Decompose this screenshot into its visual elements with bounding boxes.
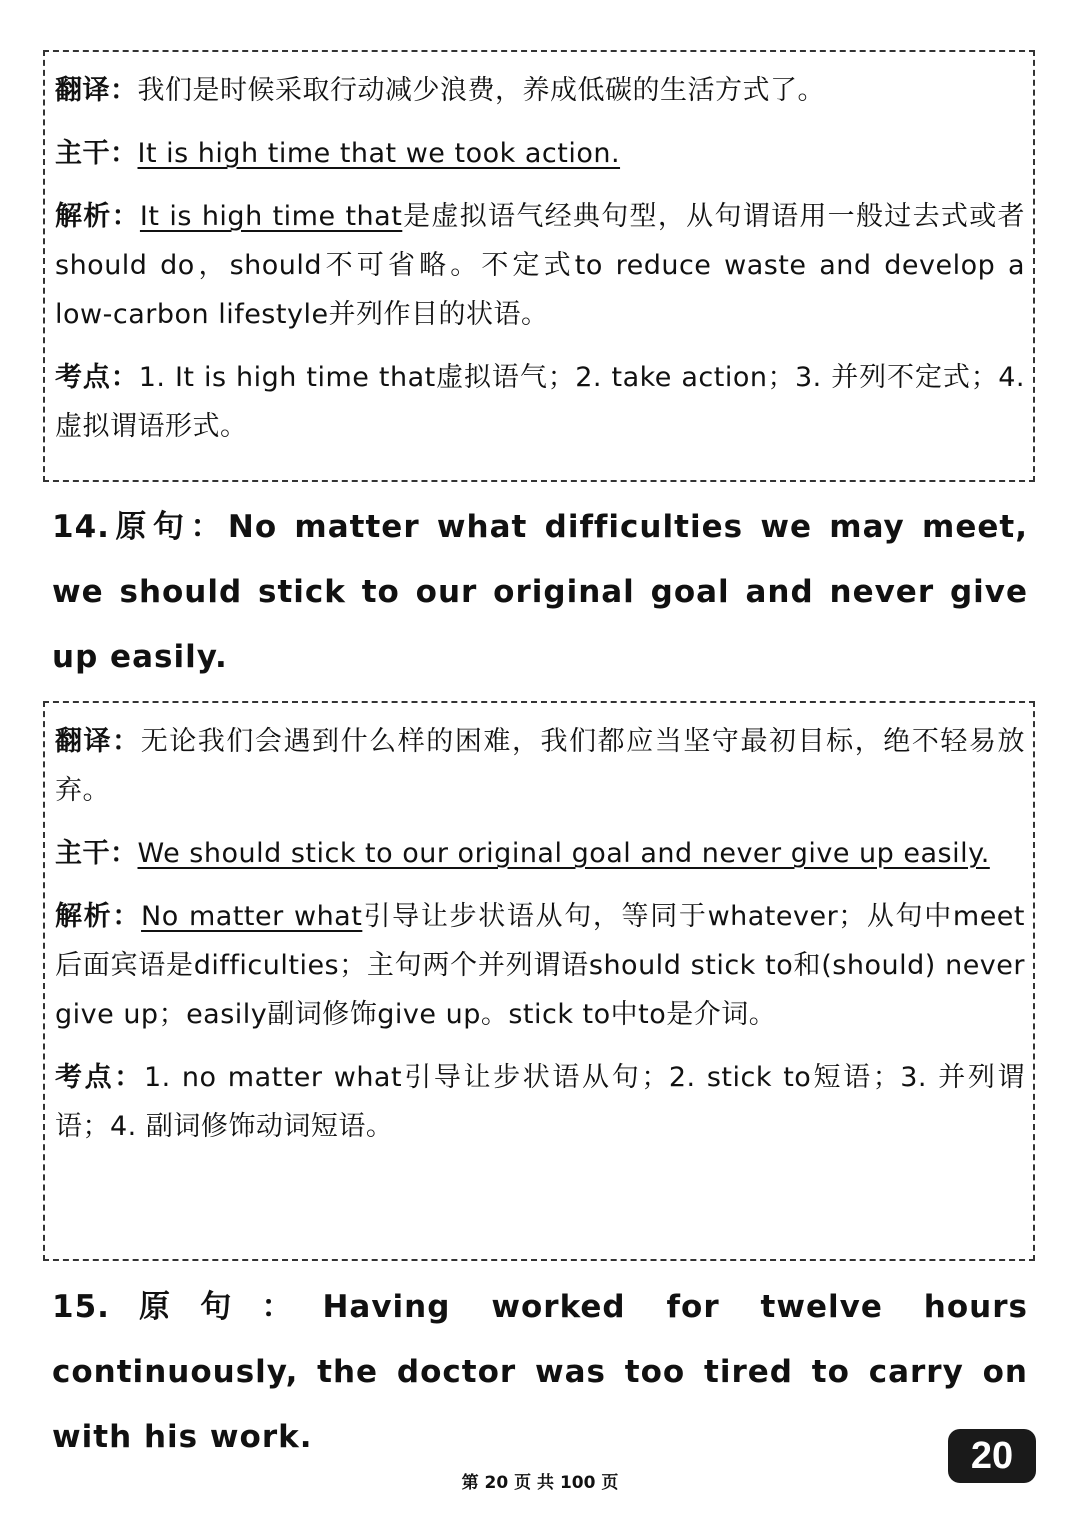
translation-label: 翻译： xyxy=(55,75,138,106)
analysis-key-phrase: No matter what xyxy=(141,901,363,932)
translation-text: 我们是时候采取行动减少浪费，养成低碳的生活方式了。 xyxy=(137,75,825,106)
sentence-text: No matter what difficulties we may meet, we should stick to our original goal and never give up easily. xyxy=(52,509,1028,675)
main-clause-14 xyxy=(55,829,1025,878)
analysis-label: 解析： xyxy=(55,201,140,232)
analysis-13 xyxy=(55,192,1025,339)
original-sentence-15 xyxy=(52,1275,1028,1470)
main-clause-label: 主干： xyxy=(55,838,138,869)
sentence-text: Having worked for twelve hours continuously, the doctor was too tired to carry on with his work. xyxy=(52,1289,1028,1455)
page-number-badge: 20 xyxy=(948,1429,1036,1483)
analysis-box-14 xyxy=(43,701,1035,1261)
analysis-box-13 xyxy=(43,50,1035,482)
analysis-text: 引导让步状语从句，等同于whatever；从句中meet后面宾语是difficulties；主句两个并列谓语should stick to和(should) never give up；easily副词修饰give up。stick to中to是介词。 xyxy=(55,901,1026,1030)
main-clause-text: We should stick to our original goal and never give up easily. xyxy=(137,838,990,869)
analysis-text: 是虚拟语气经典句型，从句谓语用一般过去式或者should do，should不可省略。不定式to reduce waste and develop a low-carbon lifestyle并列作目的状语。 xyxy=(55,201,1026,330)
sentence-label: 14.原句： xyxy=(52,509,228,545)
main-clause-label: 主干： xyxy=(55,138,138,169)
translation-text: 无论我们会遇到什么样的困难，我们都应当坚守最初目标，绝不轻易放弃。 xyxy=(55,726,1026,806)
analysis-14 xyxy=(55,892,1025,1039)
test-points-label: 考点： xyxy=(55,1062,144,1093)
test-points-13 xyxy=(55,353,1025,451)
test-points-label: 考点： xyxy=(55,362,139,393)
test-points-text: 1. It is high time that虚拟语气；2. take action；3. 并列不定式；4. 虚拟谓语形式。 xyxy=(55,362,1026,442)
analysis-key-phrase: It is high time that xyxy=(139,201,403,232)
main-clause-text: It is high time that we took action. xyxy=(137,138,621,169)
sentence-label: 15.原句： xyxy=(52,1289,323,1325)
page-footer: 第 20 页 共 100 页 xyxy=(461,1473,619,1493)
test-points-14 xyxy=(55,1053,1025,1151)
original-sentence-14 xyxy=(52,495,1028,690)
translation-14 xyxy=(55,717,1025,815)
test-points-text: 1. no matter what引导让步状语从句；2. stick to短语；3. 并列谓语；4. 副词修饰动词短语。 xyxy=(55,1062,1025,1142)
translation-13 xyxy=(55,66,1025,115)
translation-label: 翻译： xyxy=(55,726,141,757)
main-clause-13 xyxy=(55,129,1025,178)
analysis-label: 解析： xyxy=(55,901,142,932)
